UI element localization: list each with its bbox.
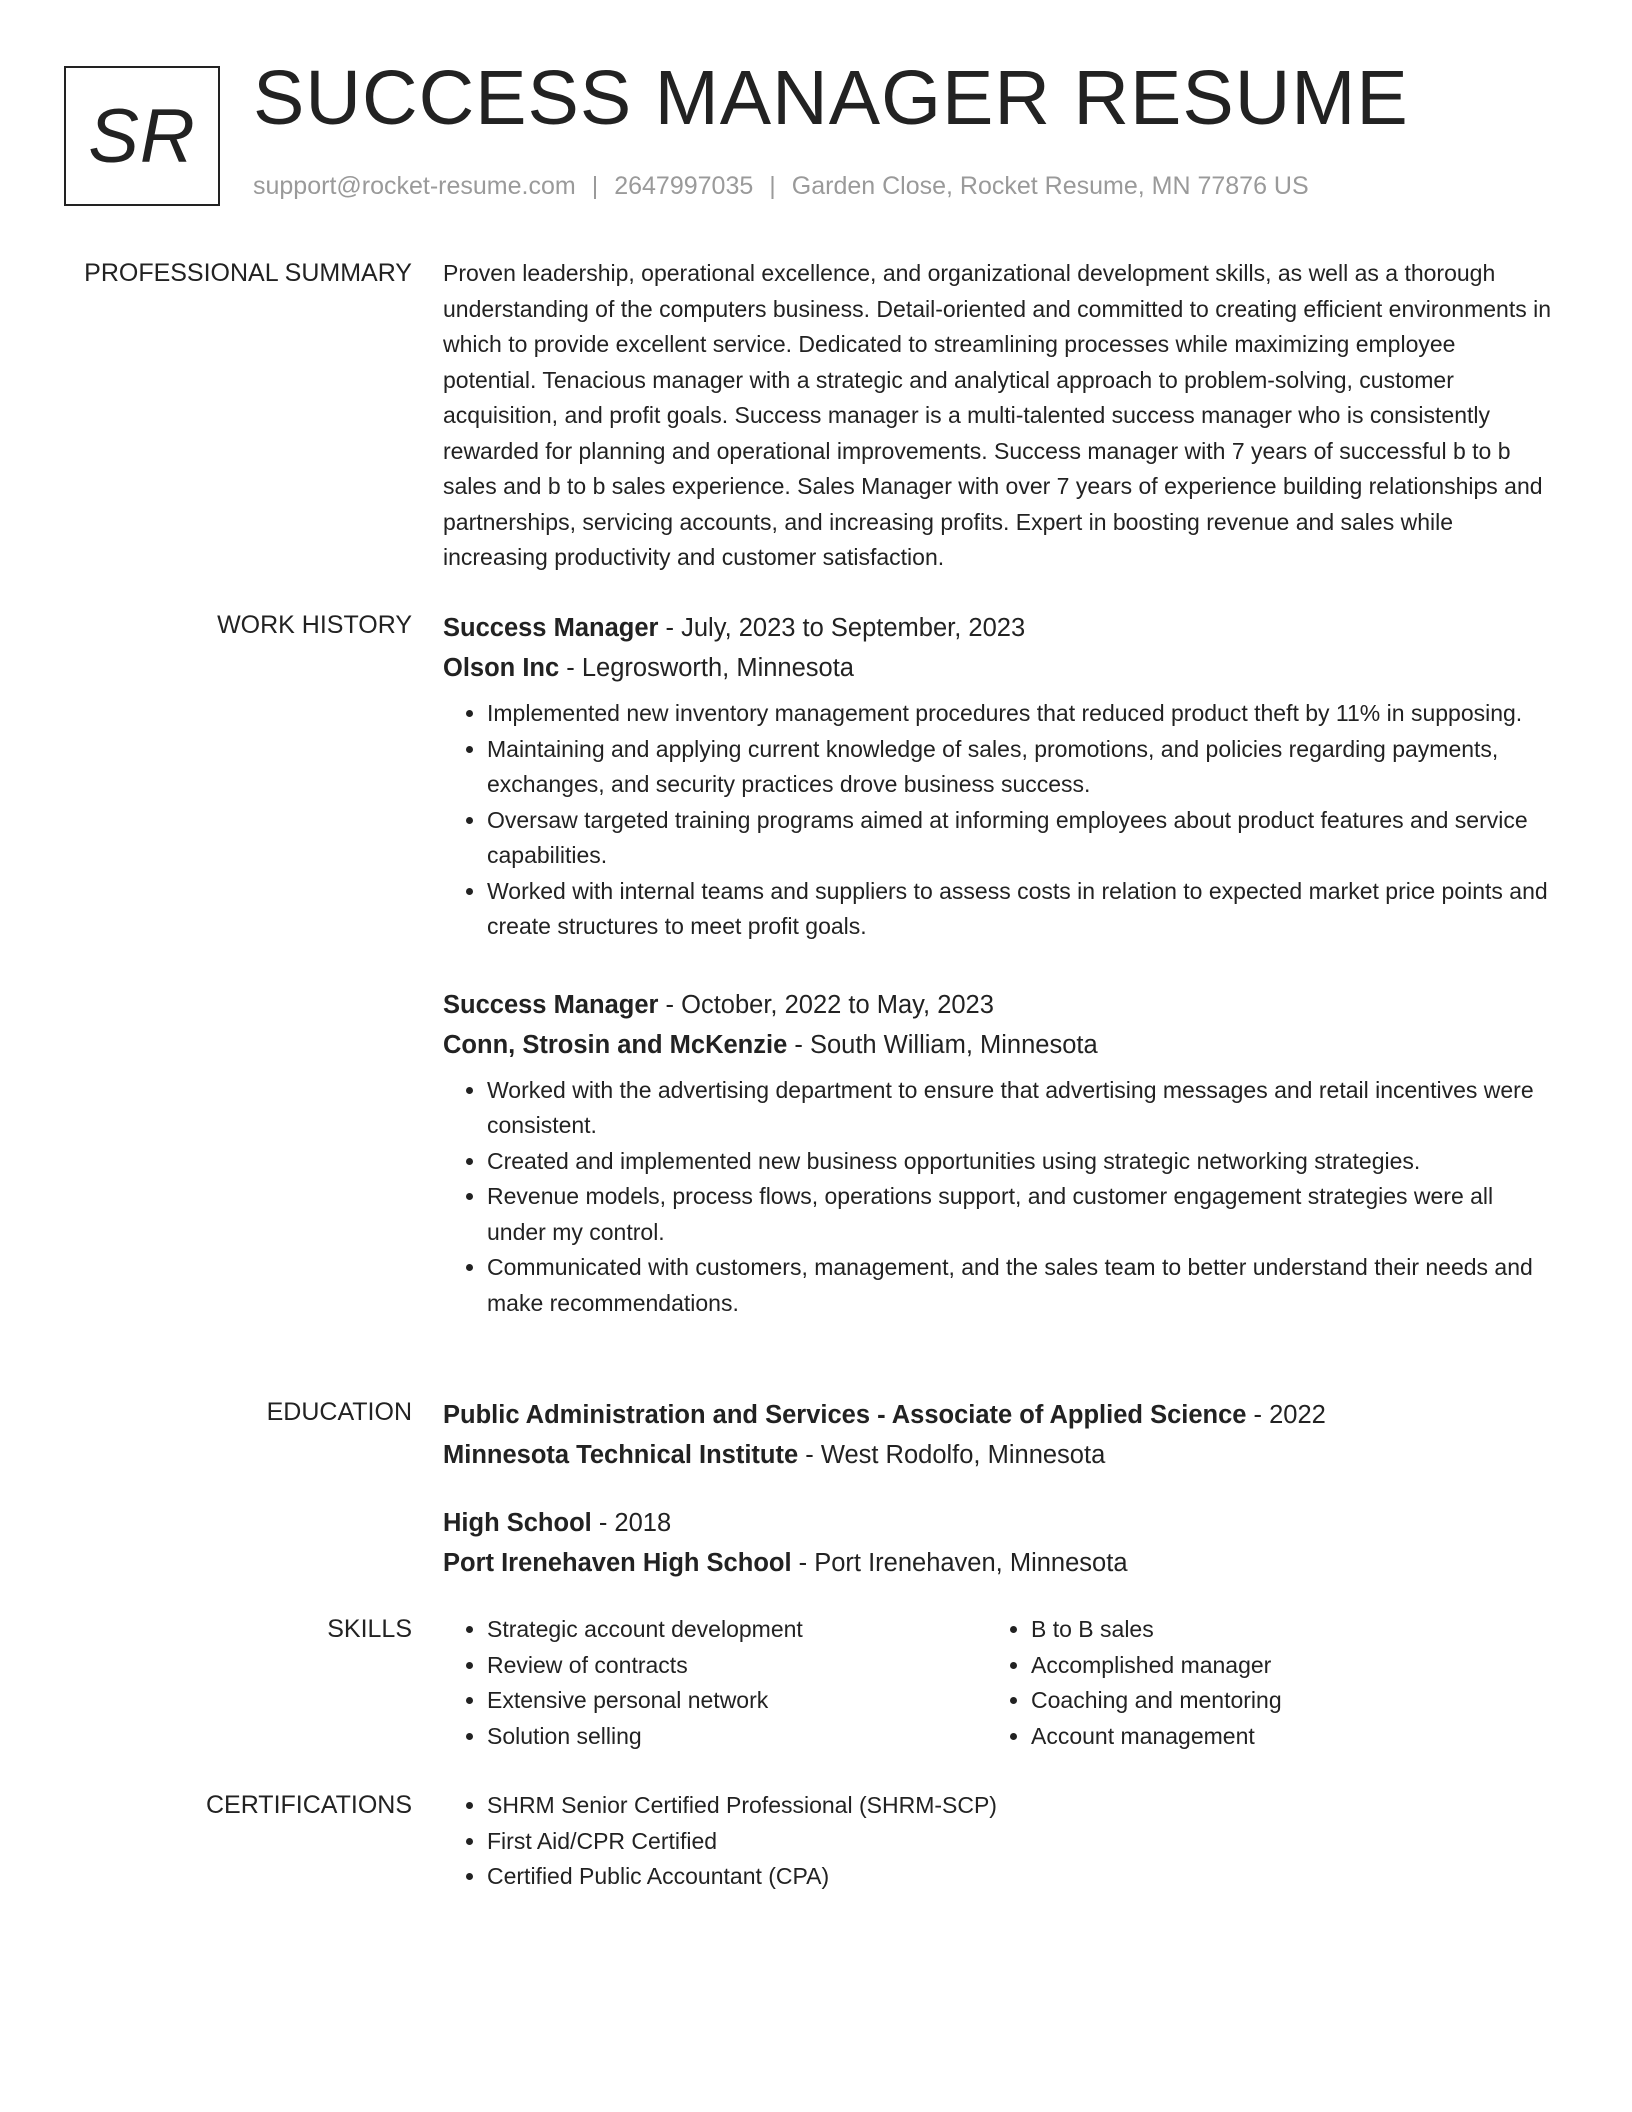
job-dates: - October, 2022 to May, 2023 (658, 990, 994, 1019)
monogram-logo: SR (64, 66, 220, 206)
summary-text: Proven leadership, operational excellence, and organizational development skills, as well as a thorough understanding of the computers business. Detail-oriented and committed to creating efficient environments in which to provide excellent service. Dedicated to streamlining processes while maximizing employee potential. Tenacious manager with a strategic and analytical approach to problem-solving, customer acquisition, and profit goals. Success manager is a multi-talented success manager who is consistently rewarded for planning and operational improvements. Success manager with 7 years of successful b to b sales and b to b sales experience. Sales Manager with over 7 years of experience building relationships and partnerships, servicing accounts, and increasing profits. Expert in boosting revenue and sales while increasing productivity and customer satisfaction. (443, 260, 1552, 570)
education-entry (443, 1503, 1553, 1583)
skills-body (443, 1612, 1553, 1754)
job-bullet: • Communicated with customers, management, and the sales team to better understand their needs and make recommendations. (487, 1250, 1553, 1321)
school-line (443, 1543, 1553, 1583)
job-location: - South William, Minnesota (787, 1030, 1098, 1059)
education-body (443, 1395, 1553, 1611)
job-company: Conn, Strosin and McKenzie (443, 1030, 788, 1059)
skills-heading: SKILLS (327, 1615, 412, 1643)
certification-item: • First Aid/CPR Certified (487, 1824, 1553, 1860)
skills-list-left (443, 1612, 987, 1754)
skill-item: • Extensive personal network (487, 1683, 987, 1719)
job-bullet: • Maintaining and applying current knowledge of sales, promotions, and policies regarding payments, exchanges, and security practices drove business success. (487, 732, 1553, 803)
school-name: Minnesota Technical Institute (443, 1441, 799, 1469)
job-bullet: • Worked with the advertising department to ensure that advertising messages and retail incentives were consistent. (487, 1073, 1553, 1144)
education-entry (443, 1395, 1553, 1475)
job-company-line (443, 648, 1553, 688)
job-title-line (443, 985, 1553, 1025)
contact-separator: | (591, 172, 599, 200)
certifications-heading: CERTIFICATIONS (205, 1791, 412, 1819)
school-location: - West Rodolfo, Minnesota (798, 1441, 1106, 1469)
skills-columns (443, 1612, 1553, 1754)
skill-item: • Review of contracts (487, 1648, 987, 1684)
skill-item: • Coaching and mentoring (1031, 1683, 1531, 1719)
degree-year: - 2018 (591, 1509, 672, 1537)
contact-email: support@rocket-resume.com (253, 172, 576, 200)
contact-separator: | (769, 172, 776, 200)
job-title: Success Manager (443, 990, 659, 1019)
job-entry (443, 608, 1553, 945)
skill-item: • Solution selling (487, 1719, 987, 1755)
contact-phone: 2647997035 (614, 172, 754, 200)
job-title: Success Manager (443, 614, 659, 642)
contact-address: Garden Close, Rocket Resume, MN 77876 US (791, 172, 1309, 200)
job-company-line (443, 1025, 1553, 1065)
job-dates: - July, 2023 to September, 2023 (658, 614, 1026, 642)
school-location: - Port Irenehaven, Minnesota (791, 1549, 1128, 1577)
skill-item: • Accomplished manager (1031, 1648, 1531, 1684)
job-bullet: • Worked with internal teams and suppliers to assess costs in relation to expected market price points and create structures to meet profit goals. (487, 874, 1553, 945)
job-bullet: • Created and implemented new business opportunities using strategic networking strategies. (487, 1144, 1553, 1180)
job-bullets (443, 696, 1553, 945)
education-heading: EDUCATION (266, 1398, 412, 1426)
job-bullet: • Oversaw targeted training programs aimed at informing employees about product features and service capabilities. (487, 803, 1553, 874)
job-bullet: • Implemented new inventory management procedures that reduced product theft by 11% in supposing. (487, 696, 1553, 732)
degree-line (443, 1395, 1553, 1435)
job-bullets (443, 1073, 1553, 1322)
job-title-line (443, 608, 1553, 648)
job-bullet: • Revenue models, process flows, operations support, and customer engagement strategies were all under my control. (487, 1179, 1553, 1250)
resume-title: SUCCESS MANAGER RESUME (253, 55, 1409, 141)
degree: High School (443, 1509, 592, 1537)
degree: Public Administration and Services - Associate of Applied Science (443, 1401, 1247, 1429)
summary-heading: PROFESSIONAL SUMMARY (84, 259, 412, 287)
certifications-list (443, 1788, 1553, 1895)
certifications-body (443, 1788, 1553, 1895)
degree-line (443, 1503, 1553, 1543)
certification-item: • Certified Public Accountant (CPA) (487, 1859, 1553, 1895)
skill-item: • Account management (1031, 1719, 1531, 1755)
skill-item: • Strategic account development (487, 1612, 987, 1648)
job-entry (443, 985, 1553, 1322)
skills-list-right (987, 1612, 1531, 1754)
summary-body (443, 256, 1553, 576)
job-company: Olson Inc (443, 654, 560, 682)
school-name: Port Irenehaven High School (443, 1549, 792, 1577)
work-history-heading: WORK HISTORY (217, 611, 412, 639)
work-history-body (443, 608, 1553, 1345)
degree-year: - 2022 (1246, 1401, 1326, 1429)
certification-item: • SHRM Senior Certified Professional (SHRM-SCP) (487, 1788, 1553, 1824)
school-line (443, 1435, 1553, 1475)
skill-item: • B to B sales (1031, 1612, 1531, 1648)
contact-line (253, 172, 1309, 201)
job-location: - Legrosworth, Minnesota (559, 654, 854, 682)
